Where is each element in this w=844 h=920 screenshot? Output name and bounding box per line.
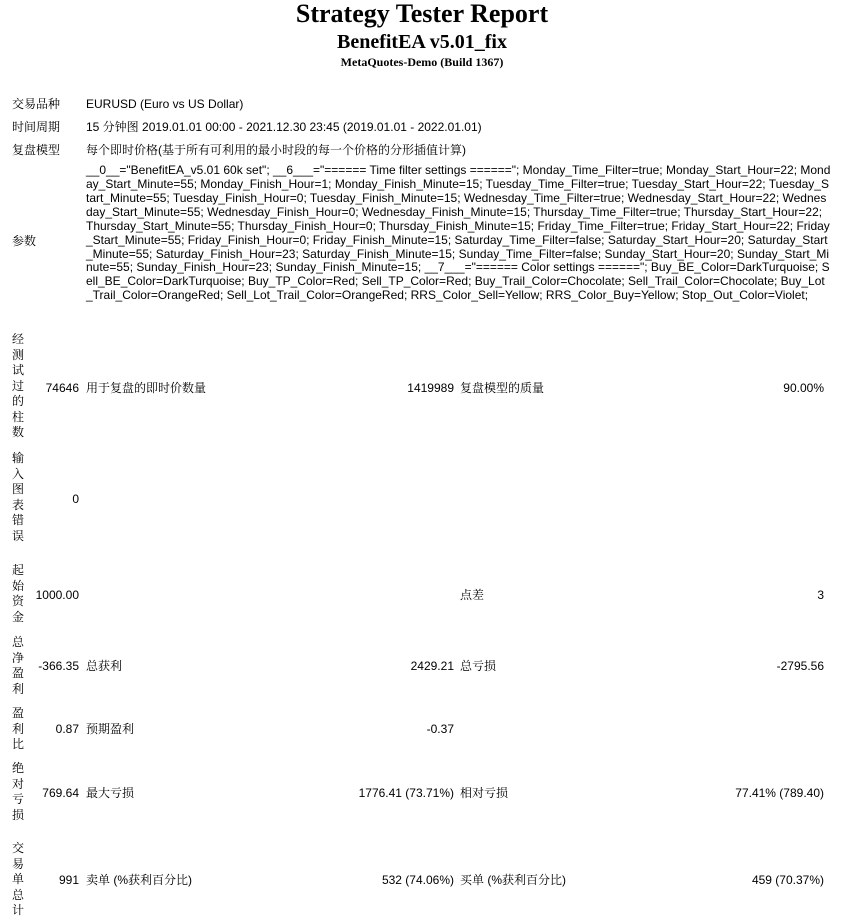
- max-drawdown-label: 最大亏损: [86, 786, 135, 800]
- max-drawdown-value: 1776.41 (73.71%): [358, 786, 454, 800]
- bars-value: 74646: [45, 381, 79, 395]
- quality-value: 90.00%: [783, 381, 824, 395]
- total-trades-value: 991: [58, 873, 79, 887]
- profit-factor-label: 盈 利 比: [12, 706, 25, 751]
- expert-name: BenefitEA v5.01_fix: [337, 31, 507, 53]
- long-trades-value: 459 (70.37%): [751, 873, 824, 887]
- server-build: MetaQuotes-Demo (Build 1367): [340, 55, 504, 69]
- bars-label: 经 测 试 过 的 柱 数: [12, 332, 25, 439]
- profit-factor-value: 0.87: [55, 722, 79, 736]
- gross-profit-value: 2429.21: [410, 659, 454, 673]
- ticks-label: 用于复盘的即时价数量: [86, 381, 207, 395]
- symbol-label: 交易品种: [12, 97, 61, 111]
- absolute-drawdown-label: 绝 对 亏 损: [12, 761, 25, 822]
- gross-loss-value: -2795.56: [776, 659, 824, 673]
- short-trades-value: 532 (74.06%): [381, 873, 454, 887]
- gross-loss-label: 总亏损: [460, 659, 497, 673]
- total-trades-label: 交 易 单 总 计: [12, 841, 25, 917]
- params-label: 参数: [12, 234, 37, 248]
- net-profit-label: 总 净 盈 利: [12, 635, 25, 696]
- period-label: 时间周期: [12, 120, 61, 134]
- symbol-value: EURUSD (Euro vs US Dollar): [86, 97, 244, 111]
- expected-payoff-value: -0.37: [426, 722, 454, 736]
- deposit-value: 1000.00: [35, 588, 79, 602]
- period-value: 15 分钟图 2019.01.01 00:00 - 2021.12.30 23:45 (2019.01.01 - 2022.01.01): [86, 120, 482, 134]
- short-trades-label: 卖单 (%获利百分比): [86, 873, 192, 887]
- quality-label: 复盘模型的质量: [460, 381, 545, 395]
- params-value: __0__="BenefitEA_v5.01 60k set"; __6___="====== Time filter settings ======"; Monday_Time_Filter=true; Monday_Start_Hour=22; Monday_Start_Minute=55; Monday_Finish_Hour=1; Monday_Finish_Minute=15; Tuesday_Time_Filter=true; Tuesday_Start_Hour=22; Tuesday_Start_Minute=55; Tuesday_Finish_Hour=0; Tuesday_Finish_Minute=15; Wednesday_Time_Filter=true; Wednesday_Start_Hour=22; Wednesday_Start_Minute=55; Wednesday_Finish_Hour=0; Wednesday_Finish_Minute=15; Thursday_Time_Filter=true; Thursday_Start_Hour=22; Thursday_Start_Minute=55; Thursday_Finish_Hour=0; Thursday_Finish_Minute=15; Friday_Time_Filter=true; Friday_Start_Hour=22; Friday_Start_Minute=55; Friday_Finish_Hour=0; Friday_Finish_Minute=15; Saturday_Time_Filter=false; Saturday_Start_Hour=20; Saturday_Start_Minute=55; Saturday_Finish_Hour=23; Saturday_Finish_Minute=15; Sunday_Time_Filter=false; Sunday_Start_Hour=20; Sunday_Start_Minute=55; Sunday_Finish_Hour=23; Sunday_Finish_Minute=15; __7___="====== Color settings ======"; Buy_BE_Color=DarkTurquoise; Sell_BE_Color=DarkTurquoise; Buy_TP_Color=Red; Sell_TP_Color=Red; Buy_Trail_Color=Chocolate; Sell_Trail_Color=Chocolate; Buy_Lot_Trail_Color=OrangeRed; Sell_Lot_Trail_Color=OrangeRed; RRS_Color_Sell=Yellow; RRS_Color_Buy=Yellow; Stop_Out_Color=Violet;: [86, 163, 831, 303]
- relative-drawdown-value: 77.41% (789.40): [735, 786, 824, 800]
- ticks-value: 1419989: [407, 381, 454, 395]
- model-label: 复盘模型: [12, 143, 61, 157]
- relative-drawdown-label: 相对亏损: [460, 786, 509, 800]
- net-profit-value: -366.35: [38, 659, 79, 673]
- model-value: 每个即时价格(基于所有可利用的最小时段的每一个价格的分形插值计算): [86, 143, 466, 157]
- report-title: Strategy Tester Report: [295, 0, 549, 28]
- gross-profit-label: 总获利: [86, 659, 123, 673]
- long-trades-label: 买单 (%获利百分比): [460, 873, 566, 887]
- expected-payoff-label: 预期盈利: [86, 722, 135, 736]
- deposit-label: 起 始 资 金: [12, 563, 25, 624]
- spread-label: 点差: [460, 588, 485, 602]
- spread-value: 3: [817, 588, 824, 602]
- absolute-drawdown-value: 769.64: [42, 786, 79, 800]
- errors-value: 0: [72, 492, 79, 506]
- errors-label: 输 入 图 表 错 误: [12, 451, 25, 543]
